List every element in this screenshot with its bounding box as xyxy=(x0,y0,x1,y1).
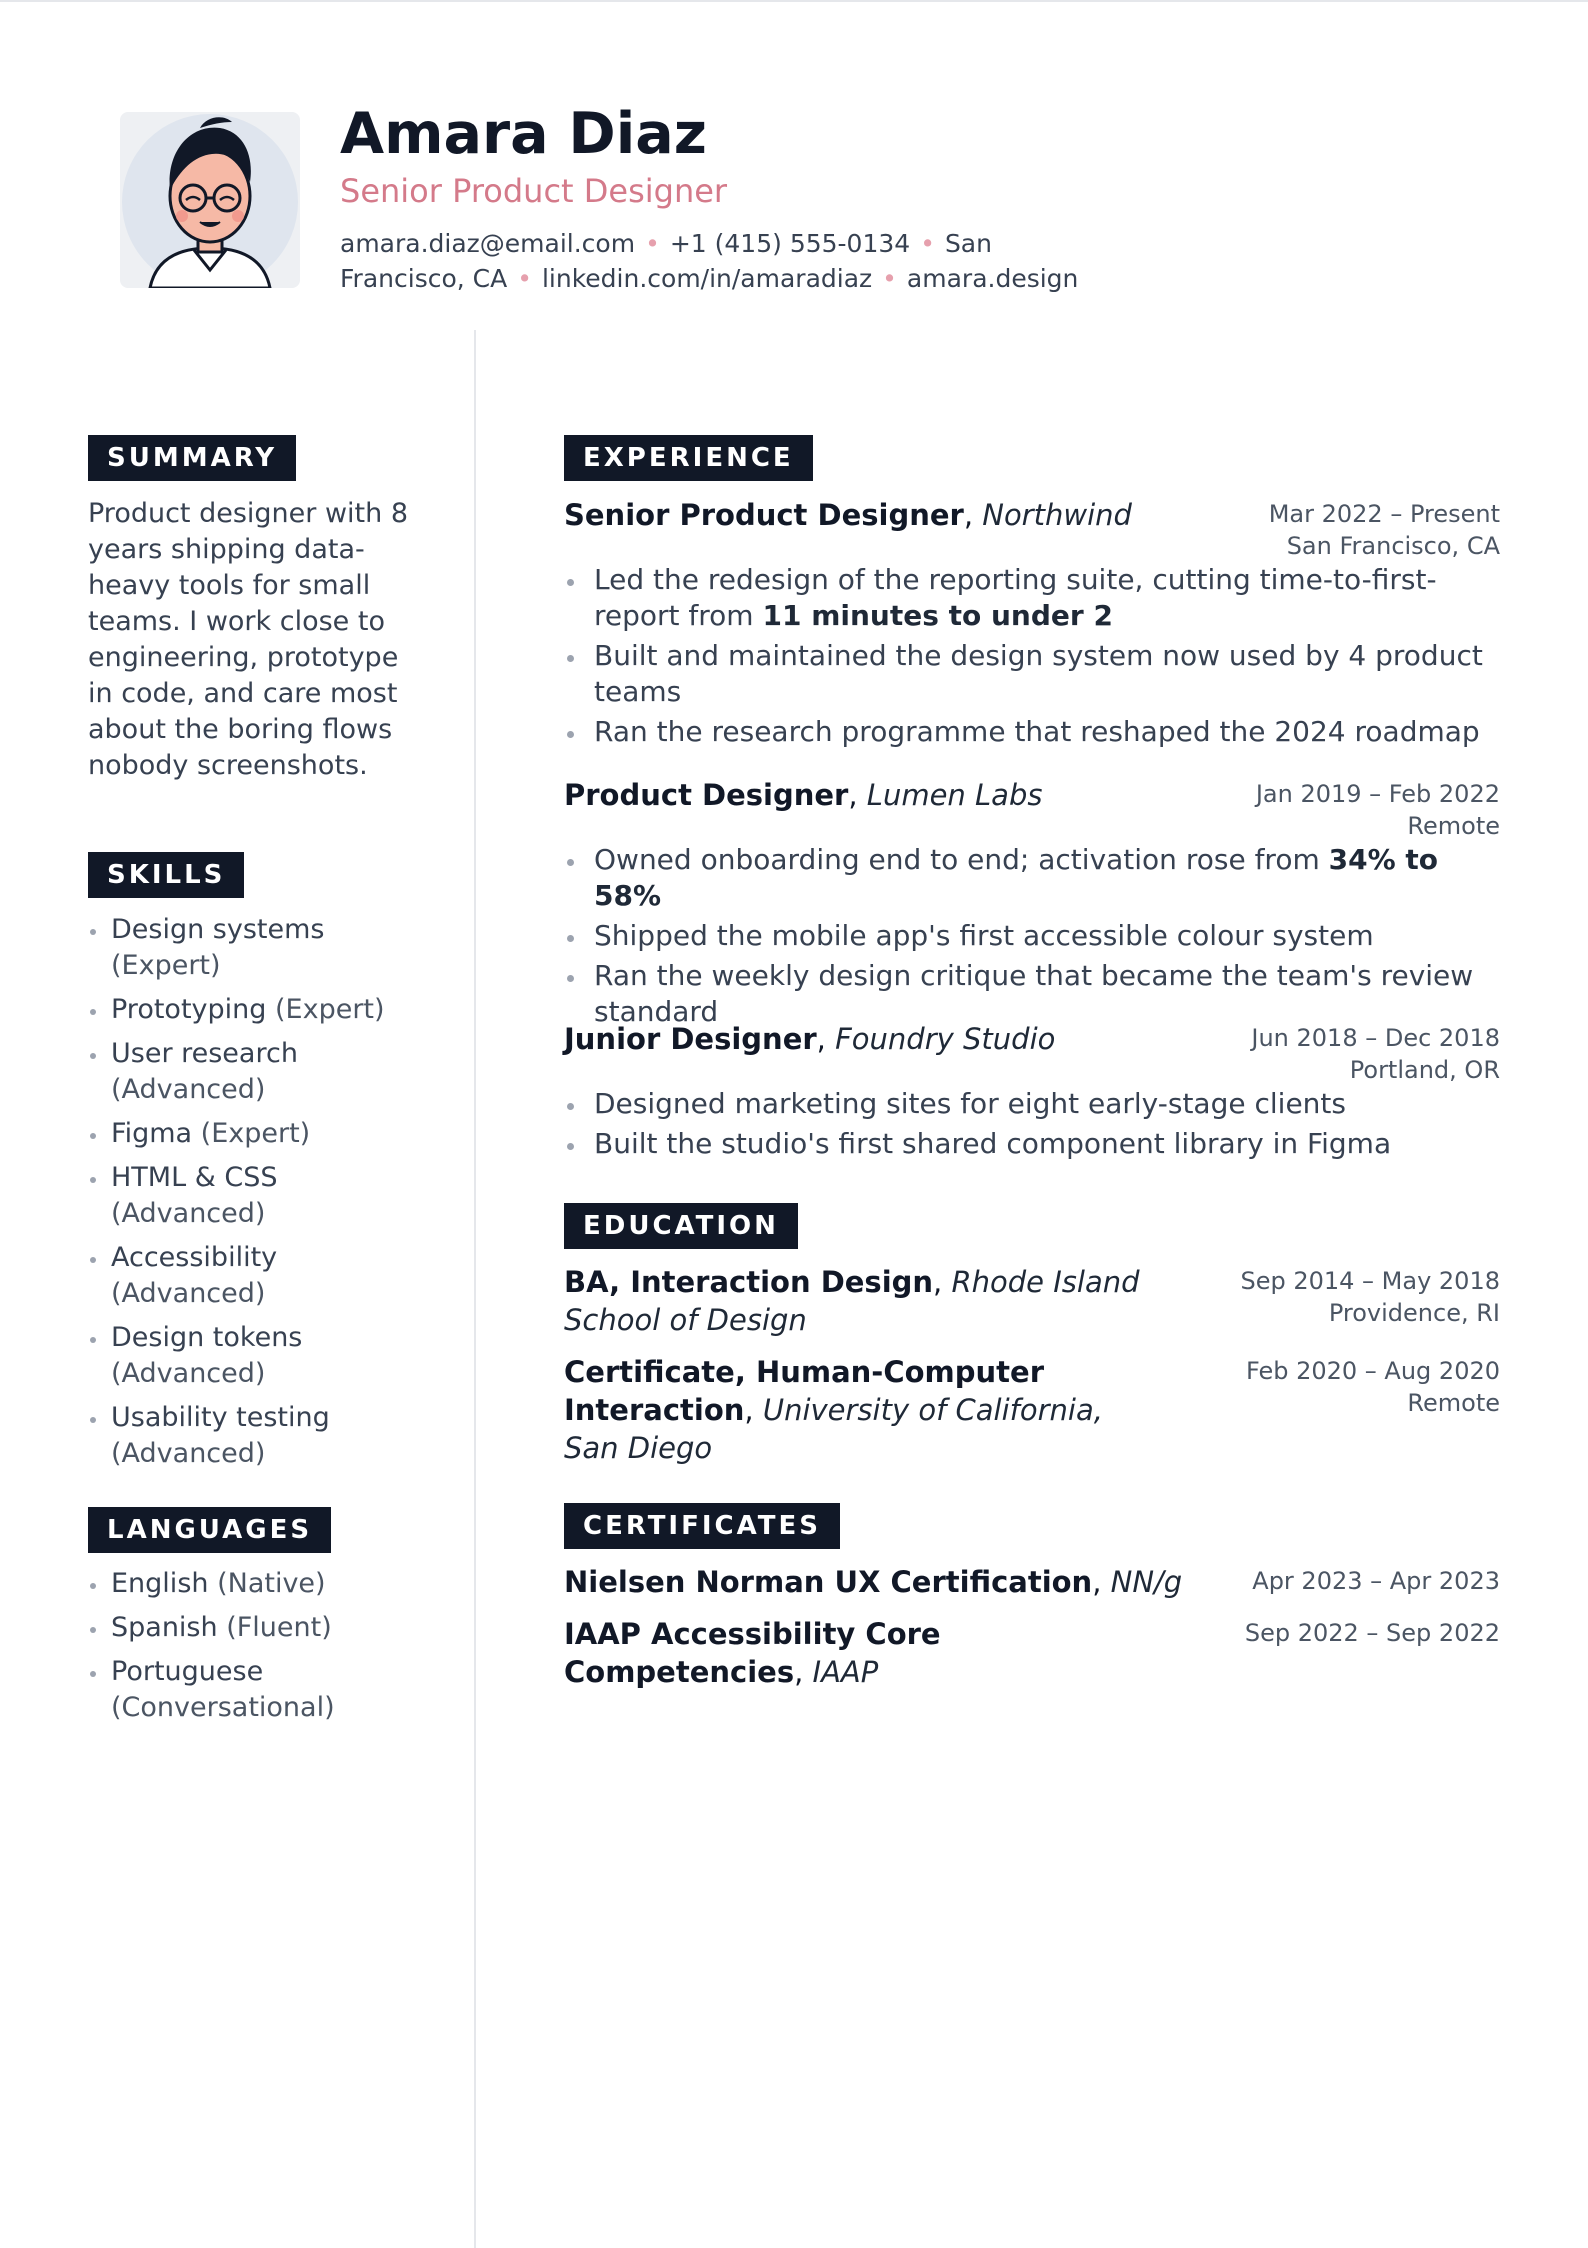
certificate-name: IAAP Accessibility Core Competencies xyxy=(564,1617,941,1689)
certificate-issuer: IAAP xyxy=(812,1655,879,1689)
entry-meta xyxy=(1251,1022,1500,1086)
certificate-dates: Apr 2023 – Apr 2023 xyxy=(1252,1567,1500,1595)
experience-entry xyxy=(564,1020,1500,1166)
language-item: Portuguese (Conversational) xyxy=(88,1654,418,1726)
job-dates: Jun 2018 – Dec 2018 xyxy=(1251,1024,1500,1052)
skill-item: Usability testing (Advanced) xyxy=(88,1400,418,1472)
skill-item: Prototyping (Expert) xyxy=(88,992,418,1028)
contact-email[interactable]: amara.diaz@email.com xyxy=(340,229,636,258)
achievement-list xyxy=(564,842,1500,1030)
achievement-item: Owned onboarding end to end; activation rose from 34% to 58% xyxy=(564,842,1500,914)
achievement-item: Built the studio's first shared component library in Figma xyxy=(564,1126,1500,1162)
degree: Certificate, Human-Computer Interaction xyxy=(564,1355,1045,1427)
entry-title: Nielsen Norman UX Certification, NN/g xyxy=(564,1565,1183,1599)
skill-item: Design systems (Expert) xyxy=(88,912,418,984)
education-entry xyxy=(564,1263,1500,1339)
section-title-summary: SUMMARY xyxy=(88,435,296,481)
language-item: Spanish (Fluent) xyxy=(88,1610,418,1646)
education-entry xyxy=(564,1353,1500,1467)
avatar-illustration-icon xyxy=(120,112,300,288)
skill-item: Design tokens (Advanced) xyxy=(88,1320,418,1392)
avatar xyxy=(120,112,300,288)
column-divider xyxy=(474,330,476,2248)
skill-item: Accessibility (Advanced) xyxy=(88,1240,418,1312)
job-location: San Francisco, CA xyxy=(1286,532,1500,560)
separator-dot-icon: • xyxy=(882,264,897,293)
achievement-list xyxy=(564,1086,1500,1162)
school: Rhode Island School of Design xyxy=(564,1265,1140,1337)
job-company: Lumen Labs xyxy=(866,778,1043,812)
job-dates: Mar 2022 – Present xyxy=(1268,500,1500,528)
skills-list xyxy=(88,912,418,1480)
achievement-item: Designed marketing sites for eight early-stage clients xyxy=(564,1086,1500,1122)
entry-title: IAAP Accessibility Core Competencies, IAAP xyxy=(564,1617,941,1689)
education-location: Providence, RI xyxy=(1328,1299,1500,1327)
certificate-entry xyxy=(564,1615,1500,1691)
separator-dot-icon: • xyxy=(920,229,935,258)
section-title-experience: EXPERIENCE xyxy=(564,435,813,481)
entry-meta xyxy=(1252,1565,1500,1597)
certificate-entry xyxy=(564,1563,1500,1601)
job-location: Remote xyxy=(1407,812,1500,840)
section-title-education: EDUCATION xyxy=(564,1203,798,1249)
achievement-item: Shipped the mobile app's first accessible colour system xyxy=(564,918,1500,954)
entry-meta xyxy=(1269,498,1500,562)
job-role: Junior Designer xyxy=(564,1022,817,1056)
education-dates: Sep 2014 – May 2018 xyxy=(1240,1267,1500,1295)
school: University of California, San Diego xyxy=(564,1393,1103,1465)
certificate-name: Nielsen Norman UX Certification xyxy=(564,1565,1093,1599)
degree: BA, Interaction Design xyxy=(564,1265,934,1299)
skill-item: User research (Advanced) xyxy=(88,1036,418,1108)
education-dates: Feb 2020 – Aug 2020 xyxy=(1245,1357,1500,1385)
job-role: Senior Product Designer xyxy=(564,498,964,532)
section-title-languages: LANGUAGES xyxy=(88,1507,331,1553)
section-title-certificates: CERTIFICATES xyxy=(564,1503,840,1549)
education-location: Remote xyxy=(1407,1389,1500,1417)
entry-meta xyxy=(1256,778,1500,842)
candidate-name: Amara Diaz xyxy=(340,101,707,167)
achievement-item: Led the redesign of the reporting suite, cutting time-to-first-report from 11 minutes to under 2 xyxy=(564,562,1500,634)
entry-title: Senior Product Designer, Northwind xyxy=(564,498,1132,532)
entry-title: Junior Designer, Foundry Studio xyxy=(564,1022,1056,1056)
job-role: Product Designer xyxy=(564,778,849,812)
entry-title: BA, Interaction Design, Rhode Island School of Design xyxy=(564,1265,1140,1337)
job-company: Northwind xyxy=(982,498,1132,532)
contact-phone[interactable]: +1 (415) 555-0134 xyxy=(669,229,911,258)
skill-item: HTML & CSS (Advanced) xyxy=(88,1160,418,1232)
achievement-item: Ran the research programme that reshaped the 2024 roadmap xyxy=(564,714,1500,750)
entry-title: Certificate, Human-Computer Interaction, University of California, San Diego xyxy=(564,1355,1103,1465)
contact-website[interactable]: amara.design xyxy=(906,264,1079,293)
contact-line xyxy=(340,226,1120,296)
achievement-item: Built and maintained the design system now used by 4 product teams xyxy=(564,638,1500,710)
language-item: English (Native) xyxy=(88,1566,418,1602)
skill-item: Figma (Expert) xyxy=(88,1116,418,1152)
achievement-list xyxy=(564,562,1500,750)
certificate-issuer: NN/g xyxy=(1110,1565,1183,1599)
separator-dot-icon: • xyxy=(645,229,660,258)
summary-text: Product designer with 8 years shipping data-heavy tools for small teams. I work close to engineering, prototype in code, and care most about the boring flows nobody screenshots. xyxy=(88,498,409,781)
entry-meta xyxy=(1245,1617,1500,1649)
experience-entry xyxy=(564,496,1500,754)
certificate-dates: Sep 2022 – Sep 2022 xyxy=(1244,1619,1500,1647)
job-location: Portland, OR xyxy=(1349,1056,1500,1084)
entry-title: Product Designer, Lumen Labs xyxy=(564,778,1043,812)
entry-meta xyxy=(1240,1265,1500,1329)
achievement-item: Ran the weekly design critique that became the team's review standard xyxy=(564,958,1500,1030)
candidate-title: Senior Product Designer xyxy=(340,172,728,210)
job-company: Foundry Studio xyxy=(835,1022,1056,1056)
contact-linkedin[interactable]: linkedin.com/in/amaradiaz xyxy=(541,264,873,293)
contact-location: San Francisco, CA xyxy=(340,229,992,293)
entry-meta xyxy=(1246,1355,1500,1419)
section-title-skills: SKILLS xyxy=(88,852,244,898)
top-border xyxy=(0,0,1588,2)
languages-list xyxy=(88,1566,418,1734)
experience-entry xyxy=(564,776,1500,1034)
separator-dot-icon: • xyxy=(517,264,532,293)
job-dates: Jan 2019 – Feb 2022 xyxy=(1255,780,1500,808)
